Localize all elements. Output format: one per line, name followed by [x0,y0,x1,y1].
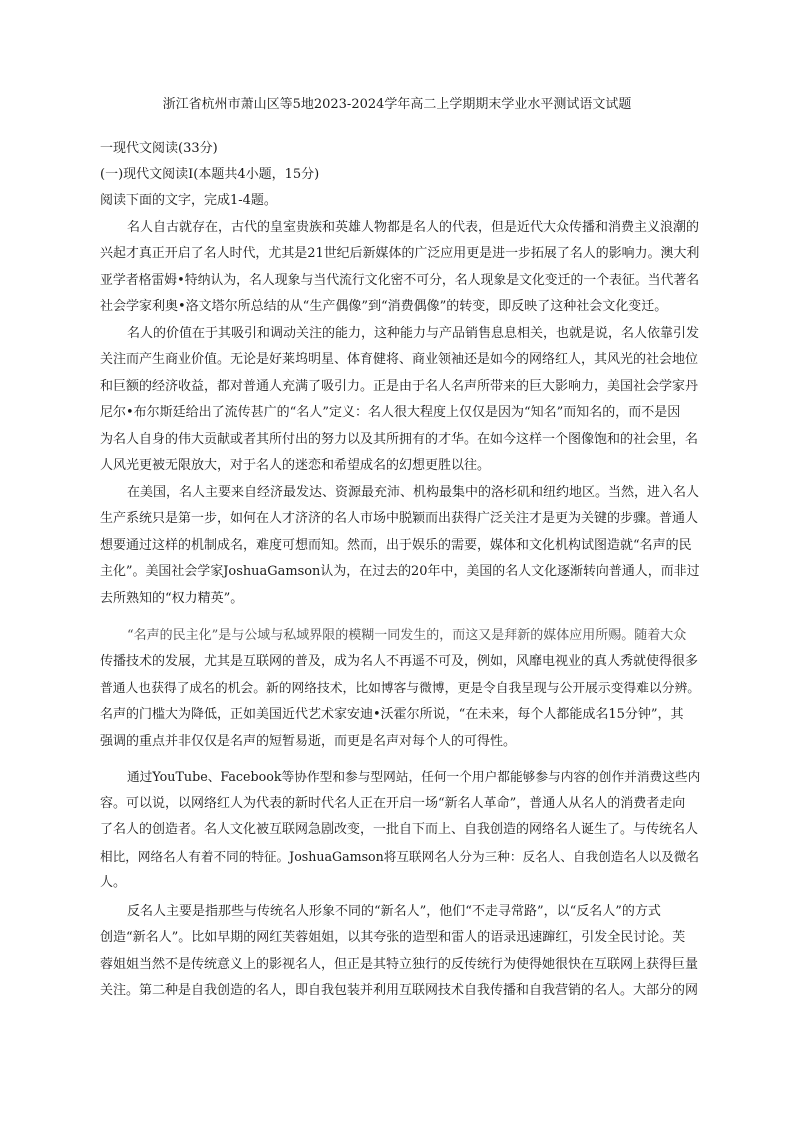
paragraph-6-line-4: 关注。第二种是自我创造的名人，即自我包装并利用互联网技术自我传播和自我营销的名人。大部分的网 [100,983,699,998]
document-title: 浙江省杭州市萧山区等5地2023-2024学年高二上学期期末学业水平测试语文试题 [162,97,632,112]
paragraph-1-line-4: 社会学家利奥•洛文塔尔所总结的从“生产偶像”到“消费偶像”的转变，即反映了这种社会文化变迁。 [100,299,668,314]
reading-instruction: 阅读下面的文字，完成1-4题。 [100,193,277,208]
section-heading: 一现代文阅读(33分) [100,141,218,156]
paragraph-4-line-3: 普通人也获得了成名的机会。新的网络技术，比如博客与微博，更是令自我呈现与公开展示变得难以分辨。 [100,681,700,696]
paragraph-4-line-5: 强调的重点并非仅仅是名声的短暂易逝，而更是名声对每个人的可得性。 [100,734,517,749]
paragraph-6-line-1: 反名人主要是指那些与传统名人形象不同的“新名人”，他们“不走寻常路”，以“反名人”的方式 [127,904,661,919]
paragraph-5-line-5: 人。 [100,875,127,890]
paragraph-5-line-3: 了名人的创造者。名人文化被互联网急剧改变，一批自下而上、自我创造的网络名人诞生了。与传统名人 [100,822,699,837]
paragraph-2-line-4: 尼尔•布尔斯廷给出了流传甚广的“名人”定义：名人很大程度上仅仅是因为“知名”而知名的，而不是因 [100,405,681,420]
paragraph-1-line-1: 名人自古就存在，古代的皇室贵族和英雄人物都是名人的代表，但是近代大众传播和消费主义浪潮的 [127,220,700,235]
paragraph-1-line-2: 兴起才真正开启了名人时代，尤其是21世纪后新媒体的广泛应用更是进一步拓展了名人的影响力。澳大利 [100,246,700,261]
paragraph-1-line-3: 亚学者格雷姆•特纳认为，名人现象与当代流行文化密不可分，名人现象是文化变迁的一个表征。当代著名 [100,273,700,288]
paragraph-2-line-3: 和巨额的经济收益，都对普通人充满了吸引力。正是由于名人名声所带来的巨大影响力，美国社会学家丹 [100,379,699,394]
paragraph-5-line-4: 相比，网络名人有着不同的特征。JoshuaGamson将互联网名人分为三种：反名人、自我创造名人以及微名 [100,849,699,864]
subsection-heading: (一)现代文阅读Ⅰ(本题共4小题，15分) [100,167,320,182]
paragraph-3-line-4: 主化”。美国社会学家JoshuaGamson认为，在过去的20年中，美国的名人文化逐渐转向普通人，而非过 [100,564,700,579]
paragraph-2-line-2: 关注而产生商业价值。无论是好莱坞明星、体育健将、商业领袖还是如今的网络红人，其风光的社会地位 [100,352,699,367]
paragraph-4-line-2: 传播技术的发展，尤其是互联网的普及，成为名人不再遥不可及，例如，风靡电视业的真人秀就使得很多 [100,654,699,669]
paragraph-6-line-2: 创造“新名人”。比如早期的网红芙蓉姐姐，以其夸张的造型和雷人的语录迅速蹿红，引发全民讨论。芙 [100,930,686,945]
paragraph-5-line-1: 通过YouTube、Facebook等协作型和参与型网站，任何一个用户都能够参与内容的创作并消费这些内 [127,769,701,784]
paragraph-5-line-2: 容。可以说，以网络红人为代表的新时代名人正在开启一场“新名人革命”，普通人从名人的消费者走向 [100,796,686,811]
paragraph-2-line-1: 名人的价值在于其吸引和调动关注的能力，这种能力与产品销售息息相关，也就是说，名人依靠引发 [127,326,700,341]
paragraph-4-line-1: “名声的民主化”是与公域与私域界限的模糊一同发生的，而这又是拜新的媒体应用所赐。随着大众 [127,628,687,643]
paragraph-6-line-3: 蓉姐姐当然不是传统意义上的影视名人，但正是其特立独行的反传统行为使得她很快在互联网上获得巨量 [100,957,699,972]
paragraph-2-line-5: 为名人自身的伟大贡献或者其所付出的努力以及其所拥有的才华。在如今这样一个图像饱和的社会里，名 [100,432,699,447]
paragraph-3-line-5: 去所熟知的“权力精英”。 [100,591,244,606]
paragraph-4-line-4: 名声的门槛大为降低，正如美国近代艺术家安迪•沃霍尔所说，“在未来，每个人都能成名15分钟”，其 [100,707,684,722]
paragraph-2-line-6: 人风光更被无限放大，对于名人的迷恋和希望成名的幻想更胜以往。 [100,458,491,473]
paragraph-3-line-2: 生产系统只是第一步，如何在人才济济的名人市场中脱颖而出获得广泛关注才是更为关键的步骤。普通人 [100,511,699,526]
paragraph-3-line-3: 想要通过这样的机制成名，难度可想而知。然而，出于娱乐的需要，媒体和文化机构试图造就“名声的民 [100,538,692,553]
paragraph-3-line-1: 在美国，名人主要来自经济最发达、资源最充沛、机构最集中的洛杉矶和纽约地区。当然，进入名人 [127,485,700,500]
